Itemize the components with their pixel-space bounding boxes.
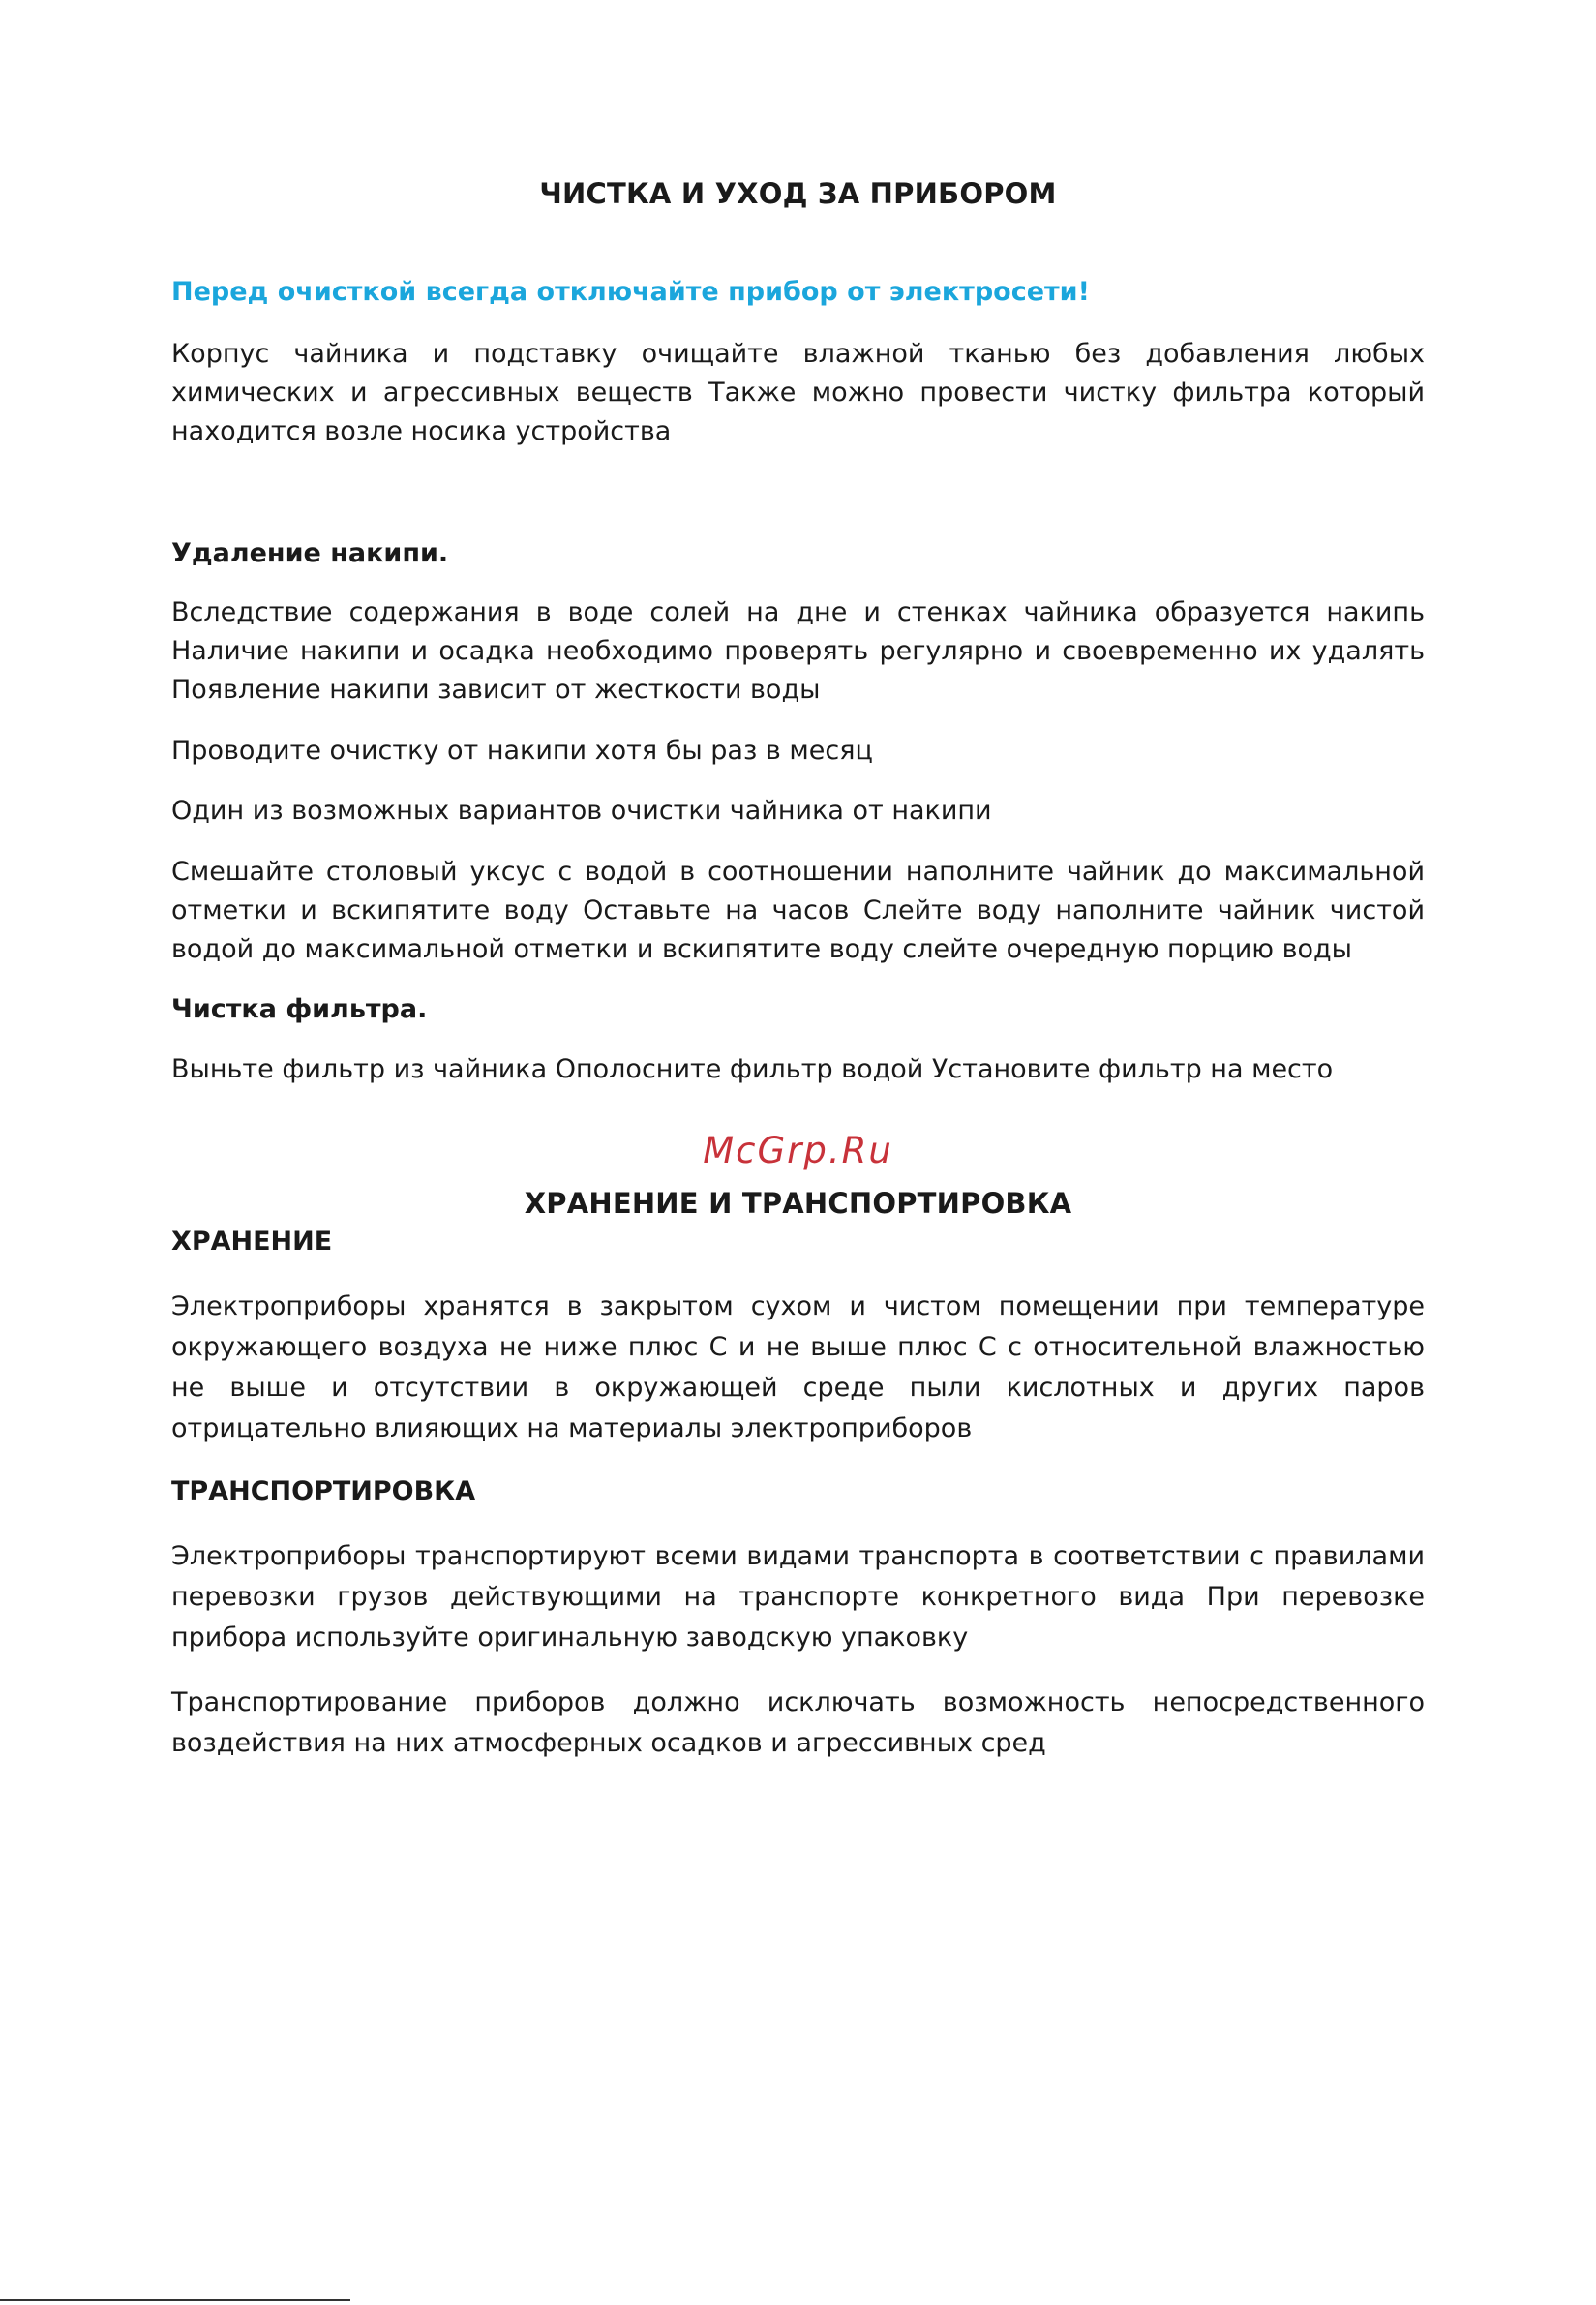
descaling-paragraph-1: Вследствие содержания в воде солей на дне и стенках чайника образуется накипь Наличие накипи и осадка необходимо проверять регулярно и своевременно их удалять Появление накипи зависит от жесткости воды <box>171 597 1425 705</box>
storage-heading: ХРАНЕНИЕ <box>171 1227 333 1257</box>
warning-text: Перед очисткой всегда отключайте прибор от электросети! <box>171 277 1090 307</box>
transport-paragraph-1: Электроприборы транспортируют всеми видами транспорта в соответствии с правилами перевозки грузов действующими на транспорте конкретного вида При перевозке прибора используйте оригинальную заводскую упаковку <box>171 1541 1425 1653</box>
descaling-paragraph-4: Смешайте столовый уксус с водой в соотношении наполните чайник до максимальной отметки и вскипятите воду Оставьте на часов Слейте воду наполните чайник чистой водой до максимальной отметки и вскипятите воду слейте очередную порцию воды <box>171 857 1425 964</box>
descaling-paragraph-3: Один из возможных вариантов очистки чайника от накипи <box>171 796 992 826</box>
watermark: McGrp.Ru <box>703 1130 893 1171</box>
cleaning-title: ЧИСТКА И УХОД ЗА ПРИБОРОМ <box>539 177 1057 210</box>
storage-body: Электроприборы хранятся в закрытом сухом и чистом помещении при температуре окружающего воздуха не ниже плюс С и не выше плюс С с относительной влажностью не выше и отсутствии в окружающей среде пыли кислотных и других паров отрицательно влияющих на материалы электроприборов <box>171 1291 1425 1443</box>
transport-paragraph-2: Транспортирование приборов должно исключать возможность непосредственного воздействия на них атмосферных осадков и агрессивных сред <box>171 1687 1425 1758</box>
descaling-paragraph-2: Проводите очистку от накипи хотя бы раз в месяц <box>171 736 873 766</box>
descaling-heading: Удаление накипи. <box>171 538 449 568</box>
storage-transport-title: ХРАНЕНИЕ И ТРАНСПОРТИРОВКА <box>524 1187 1072 1220</box>
bottom-divider <box>0 2299 350 2301</box>
transport-heading: ТРАНСПОРТИРОВКА <box>171 1476 476 1506</box>
cleaning-body: Корпус чайника и подставку очищайте влажной тканью без добавления любых химических и агрессивных веществ Также можно провести чистку фильтра который находится возле носика устройства <box>171 339 1425 446</box>
filter-heading: Чистка фильтра. <box>171 994 428 1024</box>
filter-body: Выньте фильтр из чайника Ополосните фильтр водой Установите фильтр на место <box>171 1054 1334 1084</box>
